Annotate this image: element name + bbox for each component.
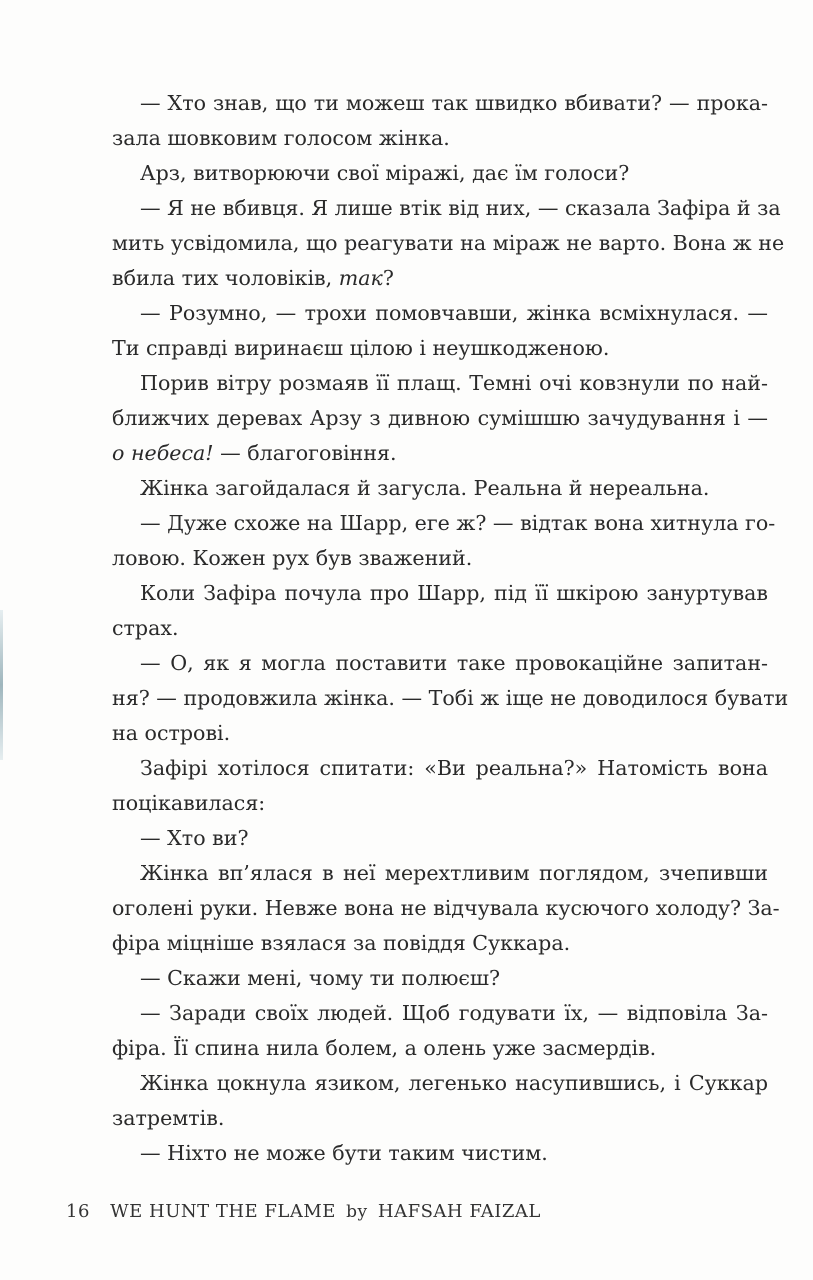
text-line: Жінка вп’ялася в неї мерехтливим поглядом, зчепивши xyxy=(140,861,768,885)
text-line xyxy=(112,436,768,471)
text-line: Арз, витворюючи свої міражі, дає їм голоси? xyxy=(140,161,630,185)
text-line: Зафірі хотілося спитати: «Ви реальна?» Натомість вона xyxy=(140,756,768,780)
text-line: — Заради своїх людей. Щоб годувати їх, — відповіла За- xyxy=(140,1001,768,1025)
text-line: мить усвідомила, що реагувати на міраж не варто. Вона ж не xyxy=(112,231,785,255)
text-line: Коли Зафіра почула про Шарр, під її шкірою зануртував xyxy=(140,581,768,605)
page-number: 16 xyxy=(66,1201,90,1222)
text-line: Порив вітру розмаяв її плащ. Темні очі ковзнули по най- xyxy=(140,371,768,395)
text-line: — Хто знав, що ти можеш так швидко вбивати? — прока- xyxy=(140,91,768,115)
italic-word: так xyxy=(338,266,383,290)
by-word: by xyxy=(346,1202,368,1222)
book-title: WE HUNT THE FLAME xyxy=(110,1201,336,1222)
body-text xyxy=(112,86,789,1171)
text-line: затремтів. xyxy=(112,1106,225,1130)
text-line: — Хто ви? xyxy=(140,826,249,850)
text-line: зала шовковим голосом жінка. xyxy=(112,126,450,150)
text-fragment: вбила тих чоловіків, xyxy=(112,266,339,290)
text-line xyxy=(112,261,768,296)
italic-phrase: о небеса! xyxy=(112,441,214,465)
text-fragment: ? xyxy=(382,266,394,290)
text-line: Жінка загойдалася й загусла. Реальна й нереальна. xyxy=(140,476,710,500)
text-line: фіра. Її спина нила болем, а олень уже засмердів. xyxy=(112,1036,657,1060)
text-fragment: — благоговіння. xyxy=(213,441,397,465)
text-line: ня? — продовжила жінка. — Тобі ж іще не доводилося бувати xyxy=(112,686,789,710)
text-line: Жінка цокнула язиком, легенько насупившись, і Суккар xyxy=(140,1071,768,1095)
text-line: страх. xyxy=(112,616,179,640)
text-line: Ти справді виринаєш цілою і неушкодженою. xyxy=(112,336,610,360)
text-line: на острові. xyxy=(112,721,231,745)
text-line: — Ніхто не може бути таким чистим. xyxy=(140,1141,548,1165)
text-line: ближчих деревах Арзу з дивною сумішшю зачудування і — xyxy=(112,406,768,430)
text-line: — Я не вбивця. Я лише втік від них, — сказала Зафіра й за xyxy=(140,196,781,220)
text-line: — Розумно, — трохи помовчавши, жінка всміхнулася. — xyxy=(140,301,768,325)
text-line: поцікавилася: xyxy=(112,791,266,815)
text-line: фіра міцніше взялася за повіддя Суккара. xyxy=(112,931,571,955)
text-line: оголені руки. Невже вона не відчувала кусючого холоду? За- xyxy=(112,896,780,920)
author-name: HAFSAH FAIZAL xyxy=(377,1201,541,1222)
page-edge-shadow xyxy=(0,610,3,760)
text-line: ловою. Кожен рух був зважений. xyxy=(112,546,473,570)
running-footer xyxy=(66,1201,541,1222)
text-line: — О, як я могла поставити таке провокаційне запитан- xyxy=(140,651,768,675)
text-line: — Дуже схоже на Шарр, еге ж? — відтак вона хитнула го- xyxy=(140,511,776,535)
text-line: — Скажи мені, чому ти полюєш? xyxy=(140,966,501,990)
